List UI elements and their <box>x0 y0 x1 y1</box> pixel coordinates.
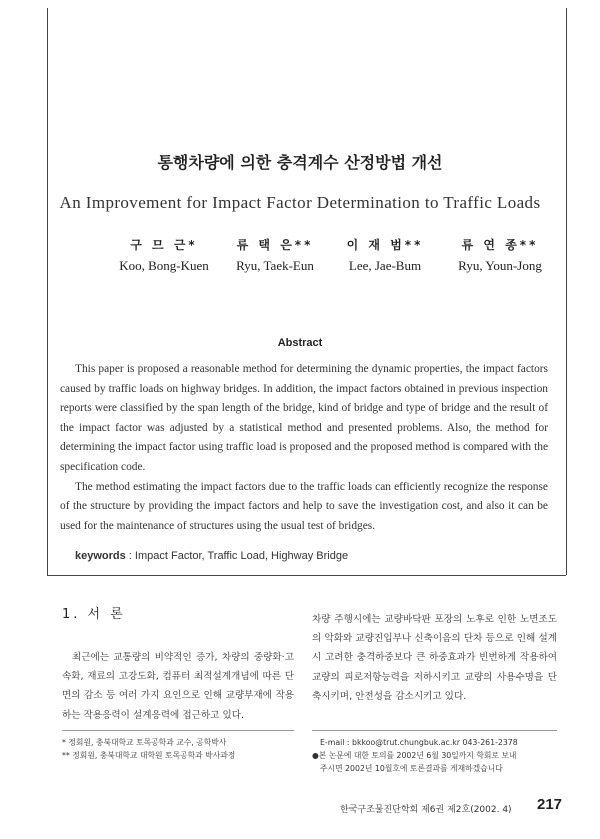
header-frame-bottom-rule <box>47 575 566 576</box>
author-name-ko: 이 재 범** <box>346 238 424 252</box>
author-4 <box>435 236 565 274</box>
body-column-right <box>312 610 557 706</box>
section-title: 1. 서 론 <box>62 607 126 622</box>
author-3 <box>320 236 450 274</box>
keywords-line <box>75 550 348 562</box>
author-name-ko: 구 므 근* <box>130 238 198 252</box>
footnote: * 정회원, 충북대학교 토목공학과 교수, 공학박사 <box>62 738 227 747</box>
abstract-paragraph: This paper is proposed a reasonable method for determining the dynamic properties, the impact factors caused by traffic loads on highway bridges. In addition, the impact factors obtained in previous inspection reports were classified by the span length of the bridge, kind of bridge and type of bridge and the result of the impact factor was adjusted by a statistical method and presented problems. Also, the method for determining the impact factor using traffic load is proposed and the proposed method is compared with the specification code. <box>60 363 548 473</box>
author-name-en: Lee, Jae-Bum <box>348 258 422 273</box>
footnotes-right <box>312 736 562 775</box>
footnote: 주시면 2002년 10월호에 토론결과를 게재하겠습니다 <box>320 764 503 773</box>
abstract-paragraph: The method estimating the impact factors due to the traffic loads can efficiently recognize the response of the structure by providing the impact factors and help to save the investigation cost, and also it can be used for the maintenance of structures using the usual test of bridges. <box>60 480 548 532</box>
author-name-en: Ryu, Youn-Jong <box>458 258 542 273</box>
author-name-en: Koo, Bong-Kuen <box>119 258 209 273</box>
title-english: An Improvement for Impact Factor Determination to Traffic Loads <box>59 193 541 212</box>
body-paragraph: 최근에는 교통량의 비약적인 증가, 차량의 중량화·고속화, 재료의 고강도화, 컴퓨터 최적설계개념에 따른 단면의 감소 등 여러 가지 요인으로 인해 교량부재에 작용하는 작용응력이 설계응력에 접근하고 있다. <box>62 652 294 721</box>
author-name-en: Ryu, Taek-Eun <box>236 258 314 273</box>
page-number: 217 <box>537 796 563 813</box>
abstract-heading: Abstract <box>277 337 323 349</box>
keywords-text: : Impact Factor, Traffic Load, Highway Bridge <box>125 550 349 562</box>
keywords-label: keywords <box>75 550 126 562</box>
footnote-email: E-mail : bkkoo@trut.chungbuk.ac.kr 043-261-2378 <box>320 738 518 747</box>
footnote: ** 정회원, 충북대학교 대학원 토목공학과 박사과정 <box>62 751 236 760</box>
footnote: ●본 논문에 대한 토의를 2002년 6월 30일까지 학회로 보내 <box>312 751 517 760</box>
author-name-ko: 류 연 종** <box>461 238 539 252</box>
journal-footer: 한국구조물진단학회 제6권 제2호(2002. 4) <box>340 805 512 815</box>
footnote-rule-right <box>312 730 557 731</box>
author-name-ko: 류 택 은** <box>236 238 314 252</box>
title-korean: 통행차량에 의한 충격계수 산정방법 개선 <box>157 153 443 172</box>
body-paragraph: 차량 주행시에는 교량바닥판 포장의 노후로 인한 노면조도의 악화와 교량진입부나 신축이음의 단차 등으로 인해 설계시 고려한 충격하중보다 큰 하중효과가 빈번하게 작용하여 교량의 피로저항능력을 저하시키고 교량의 사용수명을 단축시키며, 안전성을 감소시키고 있다. <box>312 614 557 702</box>
footnote-rule-left <box>62 730 294 731</box>
body-column-left <box>62 648 294 725</box>
footnotes-left <box>62 736 235 762</box>
abstract-body <box>60 360 548 536</box>
